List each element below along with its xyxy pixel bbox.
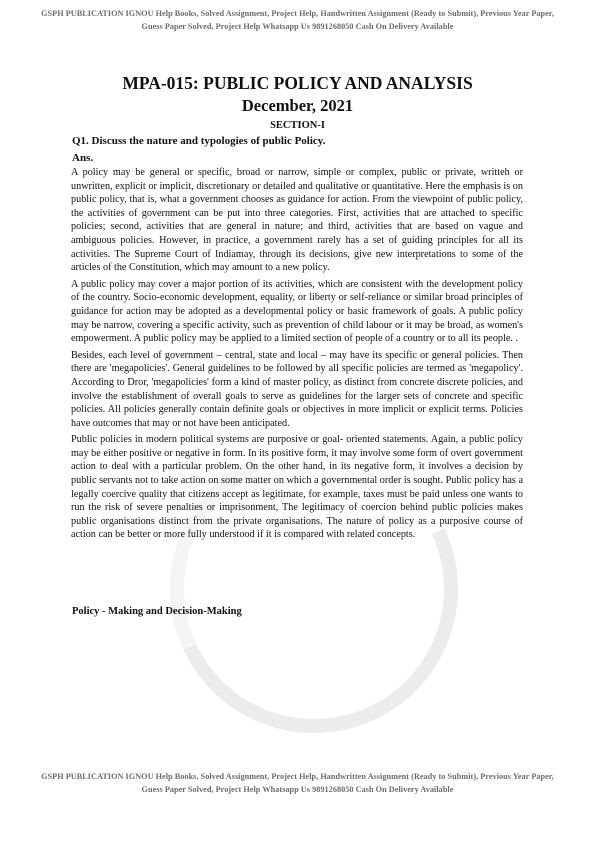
subheading: Policy - Making and Decision-Making — [72, 606, 242, 617]
paragraph: Besides, each level of government – central, state and local – may have its specific or general policies. Then there are 'megapolicies'. General guidelines to be followed by all specific policies are termed as 'megapolicy'. According to Dror, 'megapolicies' form a kind of master policy, as distinct from concrete discrete policies, and involve the establishment of overall goals to serve as guidelines for the larger sets of concrete and specific policies. All policies generally contain definite goals or objectives in more implicit or explicit terms. Policies have outcomes that may or not have been anticipated. — [71, 349, 523, 429]
question-text: Q1. Discuss the nature and typologies of public Policy. — [72, 135, 326, 147]
paragraph: Public policies in modern political systems are purposive or goal- oriented statements. Again, a public policy may be either positive or negative in form. In its positive form, it may involve some form of overt government action to deal with a particular problem. On the other hand, in its negative form, it involves a decision by public servants not to take action on some matter on which a governmental order is sought. Public policy has a legally coercive quality that citizens accept as legitimate, for example, taxes must be paid unless one wants to run the risk of severe penalties or imprisonment, The legitimacy of coercion behind public policies makes public organisations distinct from the private organisations. The nature of policy as a purposive course of action can be better or more fully understood if it is compared with related concepts. — [71, 434, 523, 541]
document-title: MPA-015: PUBLIC POLICY AND ANALYSIS — [122, 73, 473, 93]
paragraph: A policy may be general or specific, broad or narrow, simple or complex, public or private, writteh or unwritten, explicit or implicit, discretionary or detailed and qualitative or quantitative. Here the emphasis is on public policy, that is, what a government chooses as guidance for action. From the viewpoint of public policy, the activities of government can be put into three categories. First, activities that are attached to specific policies; second, activities that are general in nature; and third, activities that are based on vague and ambiguous policies. However, in practice, a government rarely has a set of guiding principles for all its activities. The Supreme Court of Indiamay, through its decisions, give new interpretations to some of the articles of the Constitution, which may amount to a new policy. — [71, 167, 523, 274]
header-banner: GSPH PUBLICATION IGNOU Help Books, Solved Assignment, Project Help, Handwritten Assignment (Ready to Submit), Previous Year Paper, Guess Paper Solved, Project Help Whatsapp Us 9891268050 Cash On Delivery Available — [41, 9, 554, 31]
answer-body — [71, 166, 523, 545]
exam-date: December, 2021 — [241, 96, 354, 115]
section-heading: SECTION-I — [270, 120, 325, 131]
answer-label: Ans. — [72, 152, 94, 164]
paragraph: A public policy may cover a major portion of its activities, which are consistent with the development policy of the country. Socio-economic development, equality, or liberty or self-reliance or similar broad principles of guidance for action may be adopted as a developmental policy or basic framework of goals. A public policy may be narrow, covering a specific activity, such as prevention of child labour or it may be broad, as women's empowerment. A public policy may be applied to a limited section of people of a country or to all its people. . — [71, 278, 523, 345]
footer-banner: GSPH PUBLICATION IGNOU Help Books, Solved Assignment, Project Help, Handwritten Assignment (Ready to Submit), Previous Year Paper, Guess Paper Solved, Project Help Whatsapp Us 9891268050 Cash On Delivery Available — [41, 772, 554, 794]
